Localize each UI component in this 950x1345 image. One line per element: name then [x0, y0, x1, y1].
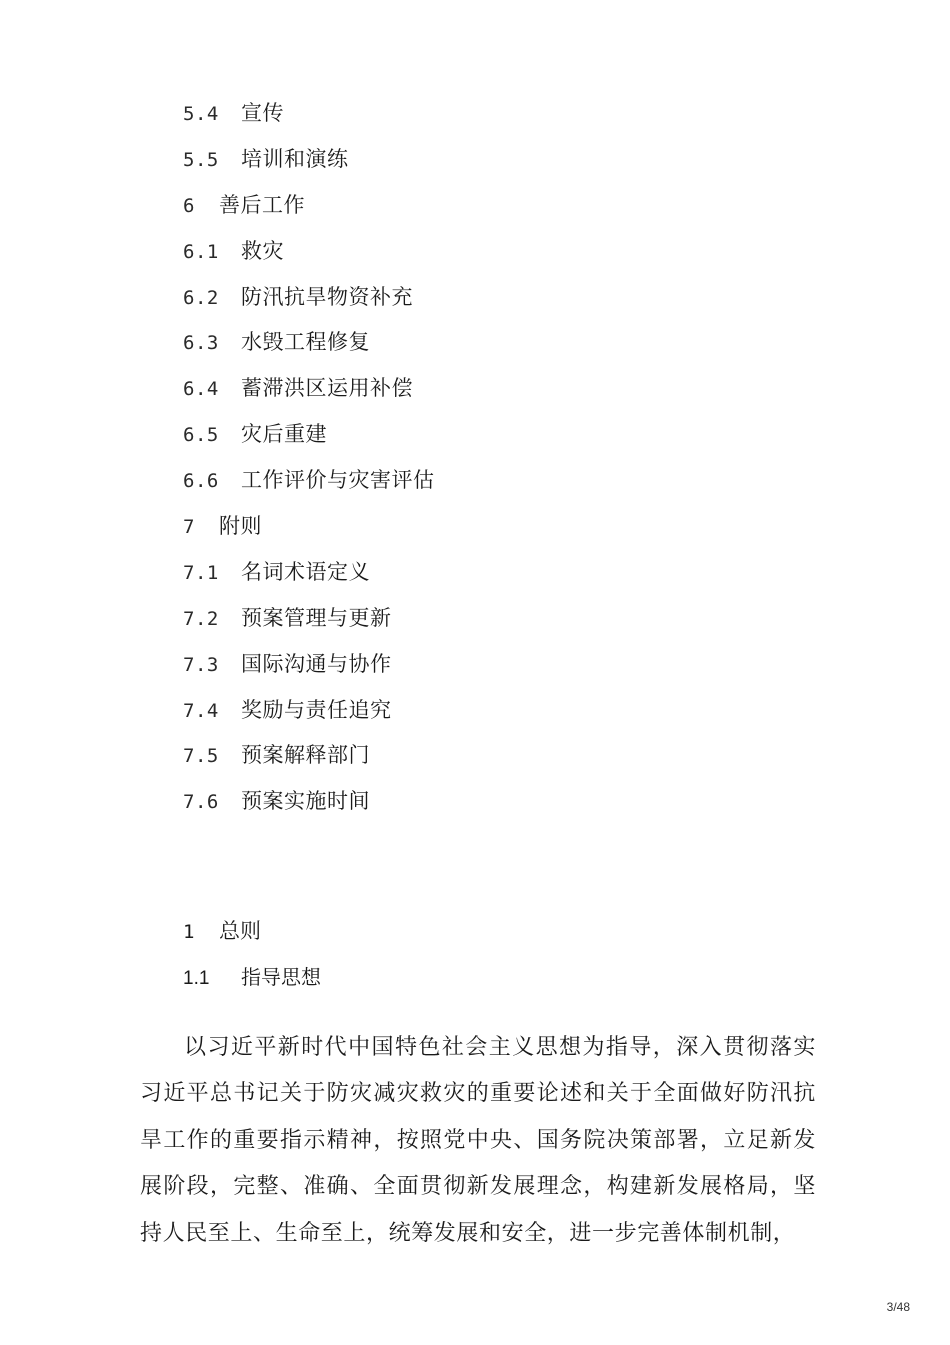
- toc-entry: [183, 368, 823, 414]
- toc-entry-number: 7.1: [183, 561, 219, 584]
- toc-entry-title: 灾后重建: [241, 422, 327, 447]
- subsection-heading: [183, 956, 823, 1002]
- toc-chapter-title: 善后工作: [219, 192, 305, 217]
- chapter-heading-title: 总则: [219, 919, 261, 943]
- toc-entry-title: 奖励与责任追究: [241, 697, 392, 722]
- toc-entry-number: 7.3: [183, 653, 219, 676]
- toc-entry-title: 预案实施时间: [241, 789, 370, 814]
- toc-entry-title: 名词术语定义: [241, 559, 370, 584]
- toc-entry: [183, 598, 823, 644]
- toc-entry-title: 防汛抗旱物资补充: [241, 284, 413, 309]
- toc-entry-title: 预案管理与更新: [241, 605, 392, 630]
- toc-entry-number: 7.5: [183, 745, 219, 768]
- toc-chapter: [183, 506, 823, 552]
- toc-chapter: [183, 185, 823, 231]
- toc-entry-number: 6.3: [183, 332, 219, 355]
- toc-entry-number: 6.4: [183, 378, 219, 401]
- toc-entry-title: 国际沟通与协作: [241, 651, 392, 676]
- toc-entry-number: 5.5: [183, 148, 219, 171]
- guiding-ideology-paragraph: 以习近平新时代中国特色社会主义思想为指导，深入贯彻落实习近平总书记关于防灾减灾救灾的重要论述和关于全面做好防汛抗旱工作的重要指示精神，按照党中央、国务院决策部署，立足新发展阶段，完整、准确、全面贯彻新发展理念，构建新发展格局，坚持人民至上、生命至上，统筹发展和安全，进一步完善体制机制，: [140, 1035, 816, 1246]
- toc-entry-title: 宣传: [241, 101, 284, 125]
- toc-entry-number: 6.1: [183, 240, 219, 263]
- toc-entry: [183, 414, 823, 460]
- toc-chapter-number: 6: [183, 194, 195, 217]
- toc-entry-title: 预案解释部门: [241, 743, 370, 768]
- subsection-heading-number: 1.1: [183, 968, 210, 989]
- toc-entry-title: 工作评价与灾害评估: [241, 468, 435, 493]
- toc-entry: [183, 460, 823, 506]
- toc-entry: [183, 644, 823, 690]
- toc-entry: [183, 735, 823, 781]
- toc-entry-title: 救灾: [241, 238, 284, 263]
- toc-chapter-title: 附则: [219, 514, 262, 539]
- toc-entry: [183, 690, 823, 736]
- toc-entry-number: 5.4: [183, 103, 219, 125]
- toc-entry: [183, 231, 823, 277]
- section-general: [183, 910, 823, 1002]
- chapter-heading-number: 1: [183, 921, 195, 943]
- toc-entry: [183, 781, 823, 827]
- page-number: 3/48: [886, 1300, 910, 1314]
- toc-entry-title: 培训和演练: [241, 146, 349, 171]
- toc-entry-number: 6.5: [183, 424, 219, 447]
- toc-entry-title: 蓄滞洪区运用补偿: [241, 376, 413, 401]
- toc-entry: [183, 277, 823, 323]
- toc-entry: [183, 552, 823, 598]
- toc-entry: [183, 139, 823, 185]
- toc-entry-number: 7.4: [183, 699, 219, 722]
- toc-entry-number: 7.2: [183, 607, 219, 630]
- table-of-contents: [183, 93, 823, 827]
- toc-entry-number: 7.6: [183, 791, 219, 814]
- toc-entry-number: 6.2: [183, 286, 219, 309]
- toc-entry-title: 水毁工程修复: [241, 330, 370, 355]
- chapter-heading: [183, 910, 823, 956]
- toc-entry: [183, 322, 823, 368]
- subsection-heading-title: 指导思想: [241, 965, 321, 989]
- toc-chapter-number: 7: [183, 516, 195, 539]
- toc-entry-number: 6.6: [183, 470, 219, 493]
- toc-entry: [183, 93, 823, 139]
